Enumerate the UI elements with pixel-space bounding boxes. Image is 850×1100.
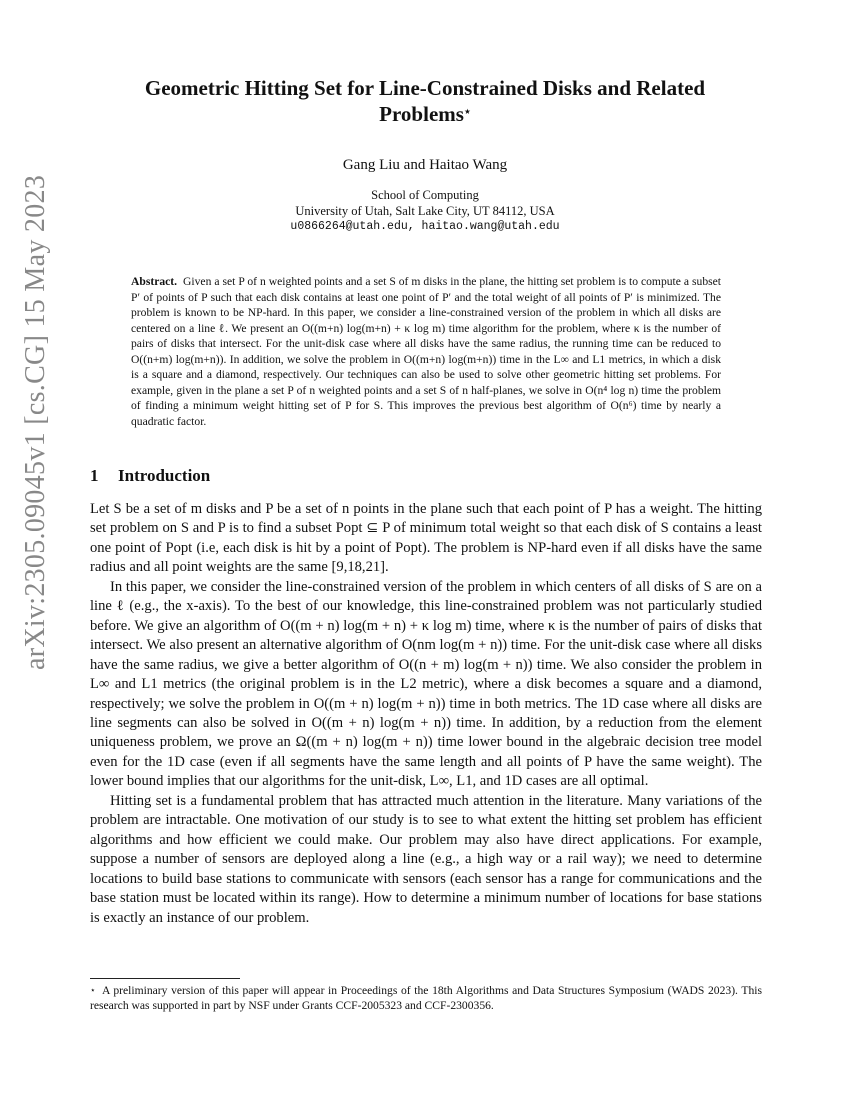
paper-title-text: Geometric Hitting Set for Line-Constrained Disks and Related Problems: [144, 76, 706, 126]
arxiv-identifier: arXiv:2305.09045v1 [cs.CG] 15 May 2023: [20, 174, 51, 670]
section-heading: [90, 466, 210, 486]
body-paragraph: Let S be a set of m disks and P be a set of n points in the plane such that each point of P has a weight. The hitting set problem on S and P is to find a subset Popt ⊆ P of minimum total weight so that each disk of S contains a least one point of Popt (i.e, each disk is hit by a point of Popt). The problem is NP-hard even if all disks have the same radius and all point weights are the same [9,18,21].: [90, 501, 762, 576]
abstract-block: [131, 274, 721, 429]
author-affiliation: [100, 187, 750, 235]
author-emails: u0866264@utah.edu, haitao.wang@utah.edu: [290, 220, 560, 233]
body-paragraph: Hitting set is a fundamental problem that has attracted much attention in the literature. Many variations of the problem are intractable. One motivation of our study is to see to what extent the hitting set problem has efficient algorithms and how efficient we could make. Our problem may also have direct applications. For example, suppose a number of sensors are deployed along a line (e.g., a high way or a rail way); we need to determine locations to build base stations to communicate with sensors (each sensor has a range for communications and the base station must be located within its range). How to determine a minimum number of locations for base stations is exactly an instance of our problem.: [90, 792, 762, 926]
section-number: 1: [90, 466, 99, 485]
paper-authors: Gang Liu and Haitao Wang: [342, 157, 508, 173]
footnote-text: A preliminary version of this paper will appear in Proceedings of the 18th Algorithms and Data Structures Symposium (WADS 2023). This research was supported in part by NSF under Grants CCF-2005323 and CCF-2300356.: [90, 984, 762, 1012]
footnote-divider: [90, 978, 240, 979]
title-footnote-mark: ⋆: [463, 106, 471, 118]
section-title: Introduction: [118, 466, 211, 485]
abstract-label: Abstract.: [131, 275, 178, 288]
affiliation-department: School of Computing: [371, 188, 479, 202]
body-paragraph: In this paper, we consider the line-constrained version of the problem in which centers of all disks of S are on a line ℓ (e.g., the x-axis). To the best of our knowledge, this line-constrained problem was not particularly studied before. We give an algorithm of O((m + n) log(m + n) + κ log m) time, where κ is the number of pairs of disks that intersect. We also present an alternative algorithm of O(nm log(m + n)) time. For the unit-disk case where all disks have the same radius, we give a better algorithm of O((n + m) log(m + n)) time. We also consider the problem in L∞ and L1 metrics (the original problem is in the L2 metric), where a disk becomes a square and a diamond, respectively; we solve the problem in O((m + n) log(m + n)) time in both metrics. The 1D case where all disks are line segments can also be solved in O((m + n) log(m + n)) time. In addition, by a reduction from the element uniqueness problem, we prove an Ω((m + n) log(m + n)) time lower bound in the algebraic decision tree model even for the 1D case (even if all segments have the same length and all points of P have the same weight). The lower bound implies that our algorithms for the unit-disk, L∞, L1, and 1D cases are all optimal.: [90, 578, 762, 790]
paper-title: [100, 75, 750, 127]
footnote-mark: ⋆: [90, 985, 96, 995]
abstract-text: Given a set P of n weighted points and a set S of m disks in the plane, the hitting set problem is to compute a subset P′ of points of P such that each disk contains at least one point of P′ and the total weight of all points of P′ is minimized. The problem is known to be NP-hard. In this paper, we consider a line-constrained version of the problem in which all disks are centered on a line ℓ. We present an O((m+n) log(m+n) + κ log m) time algorithm for the problem, where κ is the number of pairs of disks that intersect. For the unit-disk case where all disks have the same radius, the running time can be reduced to O((n+m) log(m+n)). In addition, we solve the problem in O((m+n) log(m+n)) time in the L∞ and L1 metrics, in which a disk is a square and a diamond, respectively. Our techniques can also be used to solve other geometric hitting set problems. For example, given in the plane a set P of n weighted points and a set S of n half-planes, we solve in O(n⁴ log n) time the problem of finding a minimum weight hitting set of P for S. This improves the previous best algorithm of O(n⁶) time by nearly a quadratic factor.: [131, 275, 722, 428]
body-text: [90, 500, 762, 928]
footnote: [90, 983, 762, 1013]
affiliation-university: University of Utah, Salt Lake City, UT 84112, USA: [295, 204, 555, 218]
